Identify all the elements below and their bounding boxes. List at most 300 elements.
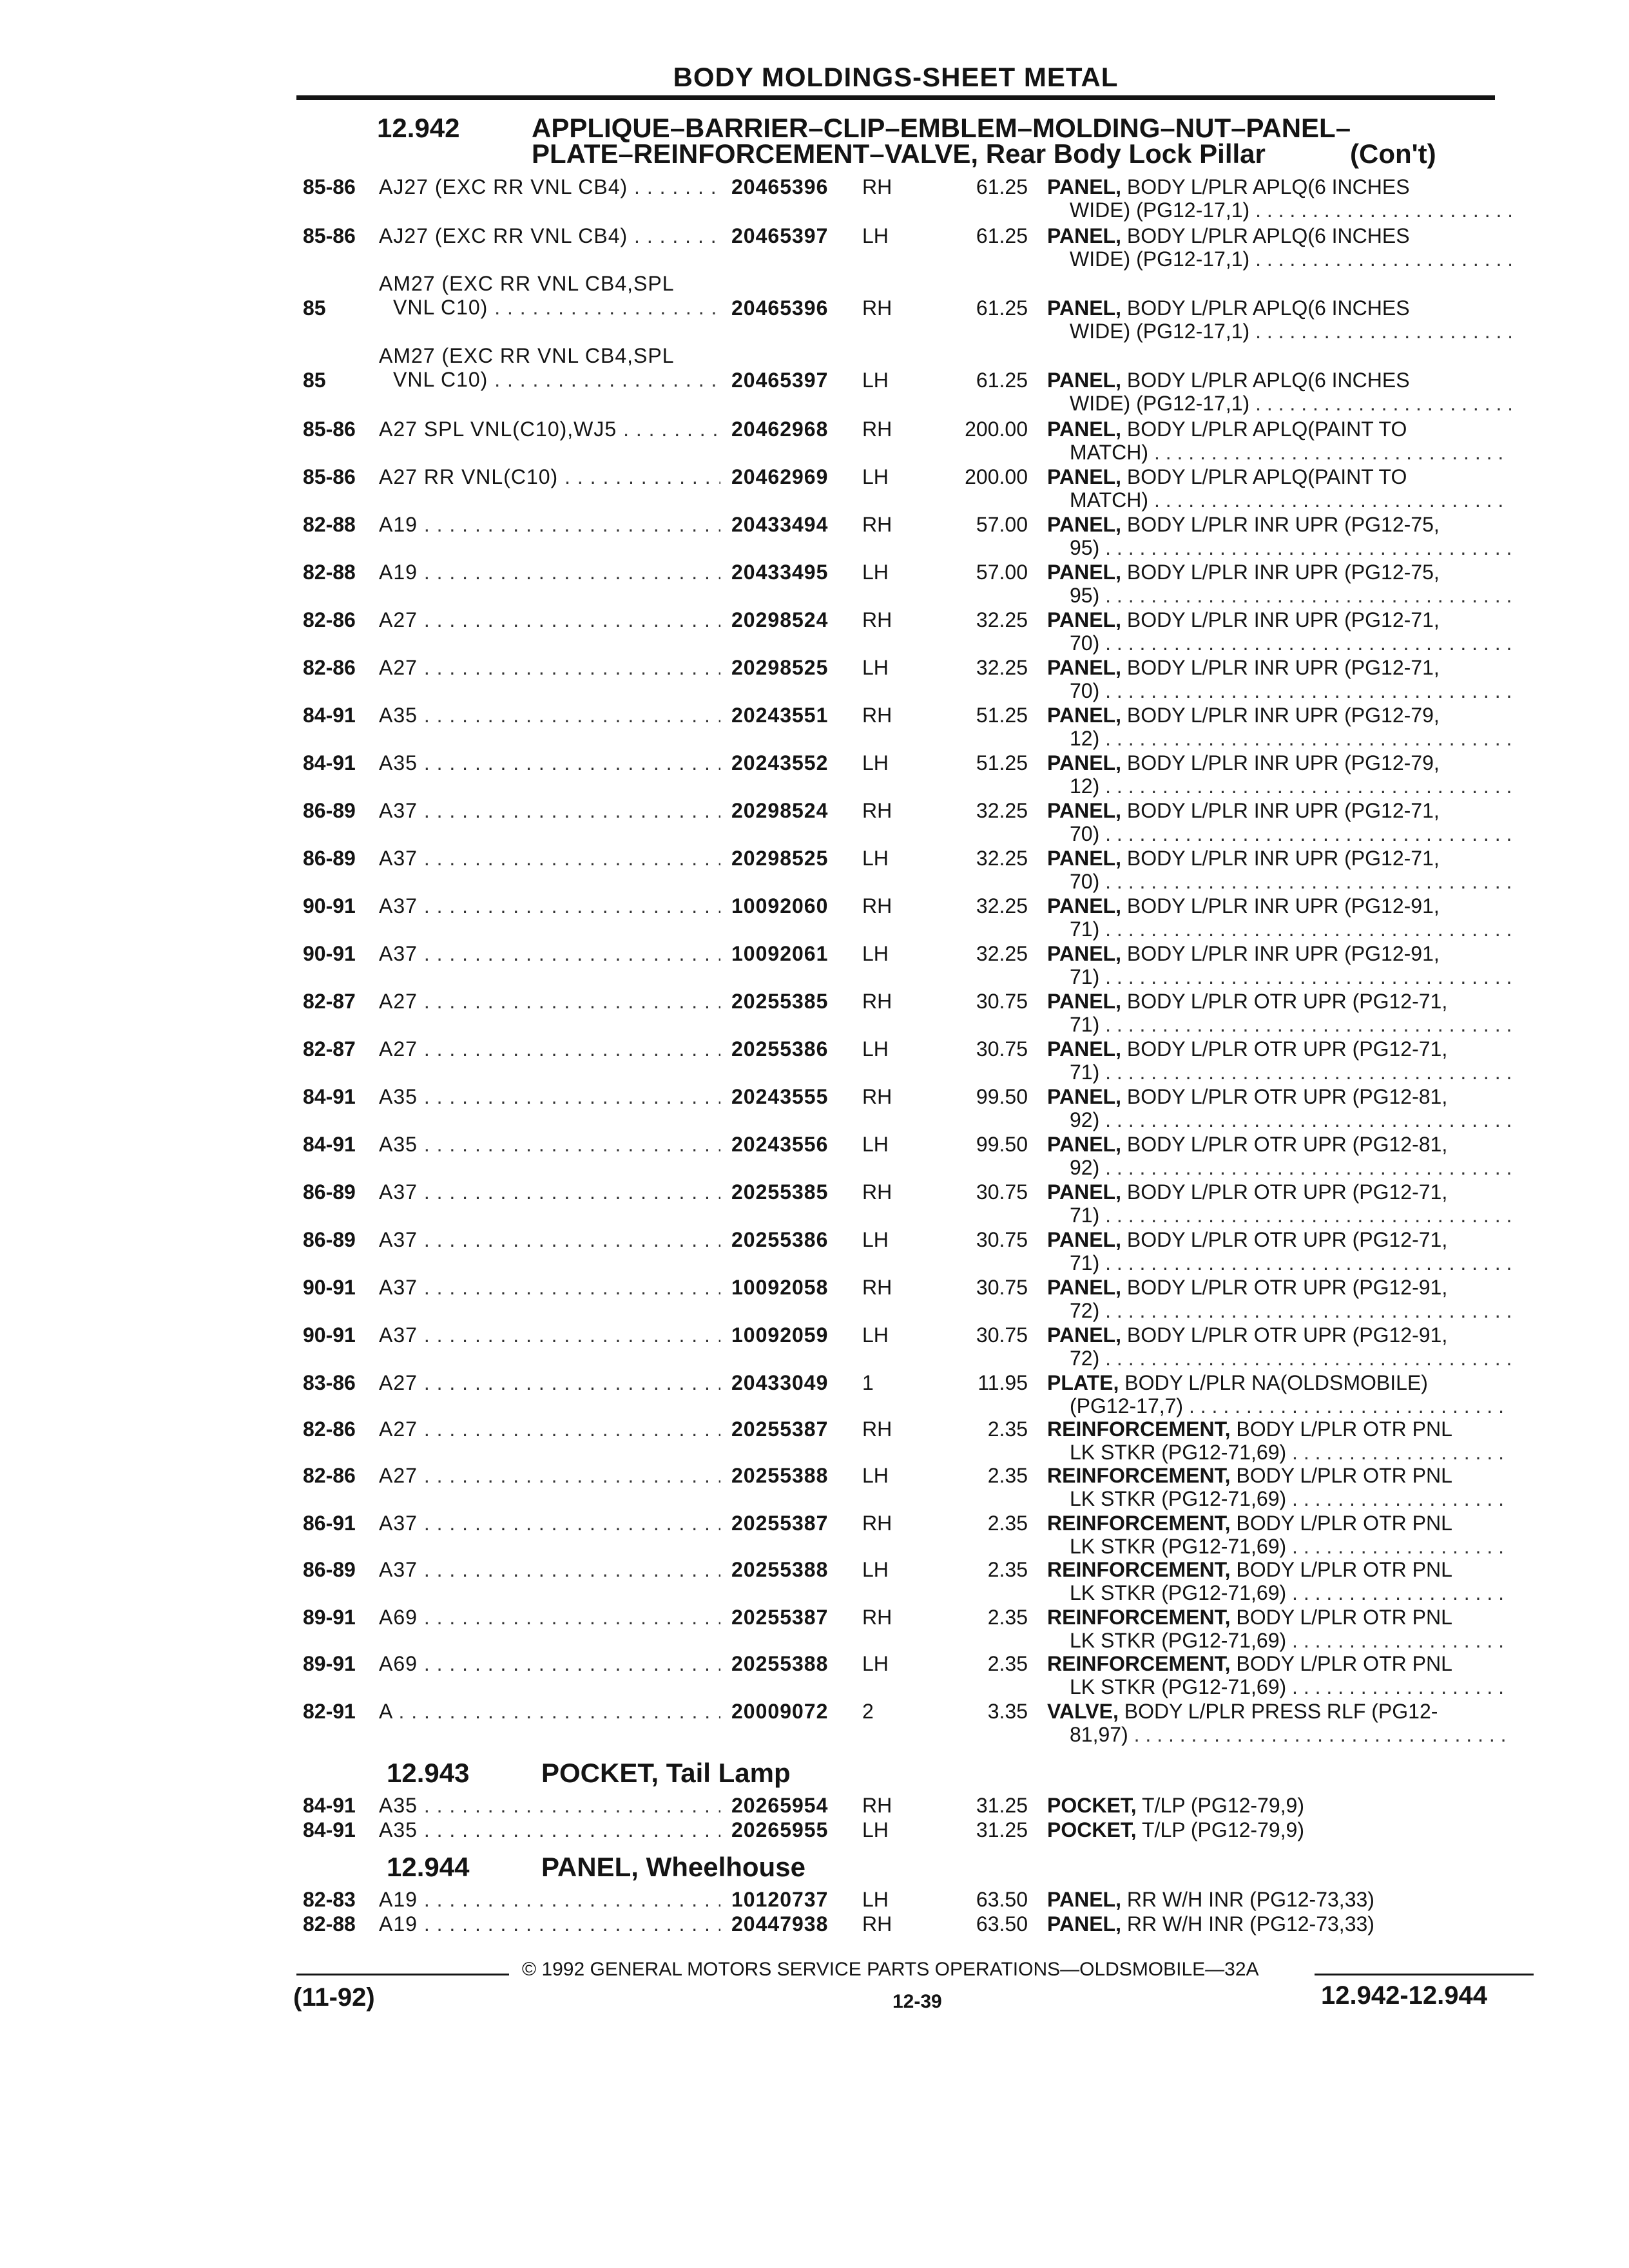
description-line2	[1047, 1204, 1511, 1227]
description-line1: PANEL, BODY L/PLR INR UPR (PG12-71,	[1047, 656, 1440, 679]
parts-row	[0, 1652, 1629, 1698]
description-line1: REINFORCEMENT, BODY L/PLR OTR PNL	[1047, 1606, 1452, 1629]
description-line2-text: 71)	[1070, 1013, 1100, 1036]
side-or-qty: RH	[862, 1912, 892, 1936]
side-or-qty: RH	[862, 990, 892, 1013]
model-code-line1: AM27 (EXC RR VNL CB4,SPL	[379, 344, 675, 367]
model-code	[379, 608, 720, 632]
part-description	[1047, 513, 1511, 559]
description-line2	[1047, 1581, 1511, 1604]
description-line2-text: MATCH)	[1070, 488, 1149, 512]
part-description	[1047, 990, 1511, 1036]
side-or-qty: LH	[862, 1464, 889, 1487]
part-number: 20243556	[731, 1133, 829, 1156]
model-year: 84-91	[303, 1818, 356, 1841]
model-code-text: A27	[379, 608, 418, 631]
part-number: 20255387	[731, 1418, 829, 1441]
description-line2	[1047, 774, 1511, 798]
page-header: BODY MOLDINGS-SHEET METAL	[673, 62, 1119, 92]
price: 32.25	[976, 656, 1028, 679]
part-description	[1047, 1512, 1511, 1558]
parts-row	[0, 656, 1629, 702]
model-code	[379, 1606, 720, 1629]
price: 99.50	[976, 1133, 1028, 1156]
part-description	[1047, 1606, 1511, 1652]
model-code-text: A37	[379, 1323, 418, 1347]
part-number: 20255388	[731, 1464, 829, 1487]
model-year: 84-91	[303, 1085, 356, 1108]
description-line2-text: LK STKR (PG12-71,69)	[1070, 1535, 1287, 1558]
footer-rule	[296, 1974, 509, 1975]
model-code-text: A35	[379, 1085, 418, 1108]
part-number: 20298525	[731, 656, 829, 679]
part-description	[1047, 369, 1511, 415]
model-code	[379, 704, 720, 727]
model-code-text: A37	[379, 1558, 418, 1581]
model-code-text: A27 RR VNL(C10)	[379, 465, 559, 488]
model-year: 82-88	[303, 513, 356, 536]
price: 31.25	[976, 1818, 1028, 1841]
description-line1: PANEL, BODY L/PLR INR UPR (PG12-71,	[1047, 847, 1440, 870]
part-number: 20265954	[731, 1794, 829, 1817]
side-or-qty: RH	[862, 418, 892, 441]
model-code	[379, 1085, 720, 1109]
model-year: 86-91	[303, 1512, 356, 1535]
model-code	[379, 175, 720, 199]
side-or-qty: RH	[862, 1512, 892, 1535]
description-line2-text: 72)	[1070, 1299, 1100, 1322]
part-number: 20462968	[731, 418, 829, 441]
part-description	[1047, 704, 1511, 750]
side-or-qty: LH	[862, 1558, 889, 1581]
description-line2	[1047, 1487, 1511, 1510]
model-code	[379, 1912, 720, 1936]
model-year: 86-89	[303, 799, 356, 822]
part-description	[1047, 1700, 1511, 1746]
part-description	[1047, 608, 1511, 655]
model-code-line2	[379, 368, 720, 392]
model-code	[379, 465, 720, 489]
model-year: 82-88	[303, 561, 356, 584]
description-line1: REINFORCEMENT, BODY L/PLR OTR PNL	[1047, 1652, 1452, 1675]
description-line1: PANEL, BODY L/PLR INR UPR (PG12-75,	[1047, 561, 1440, 584]
parts-row	[0, 990, 1629, 1036]
part-description	[1047, 1133, 1511, 1179]
part-description	[1047, 465, 1511, 512]
model-year: 82-91	[303, 1700, 356, 1723]
parts-row	[0, 1700, 1629, 1746]
price: 30.75	[976, 1037, 1028, 1061]
parts-row	[0, 1037, 1629, 1084]
description-line2	[1047, 822, 1511, 845]
description-line2	[1047, 631, 1511, 655]
part-description	[1047, 894, 1511, 941]
description-line2-text: 95)	[1070, 584, 1100, 607]
model-code-line2	[379, 296, 720, 320]
description-line2-text: 71)	[1070, 1061, 1100, 1084]
parts-row	[0, 561, 1629, 607]
description-line2	[1047, 1156, 1511, 1179]
price: 32.25	[976, 942, 1028, 965]
description-line1: PANEL, BODY L/PLR INR UPR (PG12-91,	[1047, 894, 1440, 918]
model-code-text: A37	[379, 1228, 418, 1251]
description-line2	[1047, 441, 1511, 464]
parts-row	[0, 942, 1629, 988]
model-code	[379, 1133, 720, 1157]
parts-row	[0, 1818, 1629, 1843]
section-number: 12.942	[377, 113, 460, 143]
model-code	[379, 799, 720, 823]
part-number: 20298525	[731, 847, 829, 870]
model-code	[379, 1037, 720, 1061]
description-line1: PANEL, BODY L/PLR APLQ(PAINT TO	[1047, 465, 1407, 488]
model-year: 85-86	[303, 465, 356, 488]
description-line1: PANEL, BODY L/PLR OTR UPR (PG12-81,	[1047, 1085, 1448, 1108]
model-code-text: A69	[379, 1652, 418, 1675]
description-line2-text: LK STKR (PG12-71,69)	[1070, 1581, 1287, 1604]
part-number: 20255385	[731, 990, 829, 1013]
price: 32.25	[976, 799, 1028, 822]
side-or-qty: 1	[862, 1371, 874, 1394]
part-description	[1047, 296, 1511, 343]
model-year: 82-87	[303, 990, 356, 1013]
parts-row	[0, 1371, 1629, 1418]
part-number: 10092061	[731, 942, 829, 965]
model-code	[379, 1323, 720, 1347]
price: 2.35	[987, 1558, 1028, 1581]
model-year: 86-89	[303, 1228, 356, 1251]
description-line2-text: 81,97)	[1070, 1723, 1128, 1746]
parts-row	[0, 1912, 1629, 1937]
part-number: 20298524	[731, 799, 829, 822]
model-code-text: A37	[379, 894, 418, 918]
price: 63.50	[976, 1912, 1028, 1936]
model-code	[379, 1888, 720, 1912]
price: 2.35	[987, 1418, 1028, 1441]
price: 57.00	[976, 513, 1028, 536]
side-or-qty: RH	[862, 799, 892, 822]
price: 11.95	[978, 1371, 1028, 1394]
model-code	[379, 847, 720, 870]
part-number: 20465397	[731, 369, 829, 392]
description-line2-text: LK STKR (PG12-71,69)	[1070, 1487, 1287, 1510]
description-line2	[1047, 679, 1511, 702]
side-or-qty: RH	[862, 513, 892, 536]
description-line2	[1047, 1535, 1511, 1558]
page-number: 12-39	[892, 1991, 942, 2012]
description-line1: PANEL, BODY L/PLR APLQ(6 INCHES	[1047, 224, 1410, 247]
model-code	[379, 894, 720, 918]
part-number: 20465396	[731, 296, 829, 320]
model-code	[379, 513, 720, 537]
description-line2	[1047, 1108, 1511, 1131]
description-line2-text: LK STKR (PG12-71,69)	[1070, 1441, 1287, 1464]
side-or-qty: LH	[862, 465, 889, 488]
model-code-text: A37	[379, 1512, 418, 1535]
price: 30.75	[976, 1180, 1028, 1204]
model-code-text: A37	[379, 799, 418, 822]
side-or-qty: RH	[862, 296, 892, 320]
description-line1: PANEL, RR W/H INR (PG12-73,33)	[1047, 1888, 1374, 1911]
side-or-qty: LH	[862, 1818, 889, 1841]
model-code	[379, 990, 720, 1014]
part-number: 20255387	[731, 1606, 829, 1629]
parts-row	[0, 1180, 1629, 1227]
part-description	[1047, 1180, 1511, 1227]
description-line1: PANEL, BODY L/PLR APLQ(6 INCHES	[1047, 296, 1410, 320]
parts-row	[0, 1888, 1629, 1912]
model-code-text: A35	[379, 1818, 418, 1841]
price: 32.25	[976, 608, 1028, 631]
model-code	[379, 1652, 720, 1676]
model-year: 86-89	[303, 1558, 356, 1581]
description-line2-text: LK STKR (PG12-71,69)	[1070, 1629, 1287, 1652]
model-code	[379, 942, 720, 966]
part-description	[1047, 1794, 1511, 1817]
price: 31.25	[976, 1794, 1028, 1817]
description-line2-text: 95)	[1070, 536, 1100, 559]
part-description	[1047, 561, 1511, 607]
model-year: 85-86	[303, 418, 356, 441]
price: 61.25	[976, 296, 1028, 320]
description-line2-text: WIDE) (PG12-17,1)	[1070, 392, 1250, 415]
price: 30.75	[976, 990, 1028, 1013]
part-number: 20243555	[731, 1085, 829, 1108]
model-code	[379, 1418, 720, 1441]
model-code	[379, 561, 720, 584]
parts-row	[0, 175, 1629, 222]
model-code-text: A27	[379, 1037, 418, 1061]
model-year: 90-91	[303, 894, 356, 918]
side-or-qty: RH	[862, 1180, 892, 1204]
parts-row	[0, 1276, 1629, 1322]
description-line2	[1047, 965, 1511, 988]
description-line2	[1047, 392, 1511, 415]
part-description	[1047, 418, 1511, 464]
description-line2-text: 71)	[1070, 1204, 1100, 1227]
price: 200.00	[965, 418, 1028, 441]
description-line1: PANEL, BODY L/PLR INR UPR (PG12-71,	[1047, 608, 1440, 631]
part-number: 20465397	[731, 224, 829, 247]
description-line1: PANEL, BODY L/PLR INR UPR (PG12-91,	[1047, 942, 1440, 965]
price: 51.25	[976, 704, 1028, 727]
description-line1: PANEL, RR W/H INR (PG12-73,33)	[1047, 1912, 1374, 1936]
model-code	[379, 1464, 720, 1488]
model-year: 86-89	[303, 847, 356, 870]
part-description	[1047, 1323, 1511, 1370]
description-line1: PANEL, BODY L/PLR APLQ(6 INCHES	[1047, 175, 1410, 198]
model-code-text: A37	[379, 1276, 418, 1299]
parts-row	[0, 224, 1629, 271]
part-description	[1047, 1558, 1511, 1604]
model-code-text: A37	[379, 942, 418, 965]
section-title: PANEL, Wheelhouse	[541, 1852, 805, 1882]
description-line1: POCKET, T/LP (PG12-79,9)	[1047, 1818, 1304, 1841]
description-line1: PANEL, BODY L/PLR APLQ(6 INCHES	[1047, 369, 1410, 392]
model-code-text: AJ27 (EXC RR VNL CB4)	[379, 224, 628, 247]
section-number: 12.943	[387, 1758, 470, 1788]
part-description	[1047, 942, 1511, 988]
footer-section-range: 12.942-12.944	[1321, 1981, 1488, 2010]
model-code-text: A19	[379, 1912, 418, 1936]
description-line2-text: WIDE) (PG12-17,1)	[1070, 247, 1250, 271]
parts-row	[0, 513, 1629, 559]
header-rule	[296, 95, 1495, 100]
model-year: 85	[303, 296, 326, 320]
description-line2-text: 72)	[1070, 1347, 1100, 1370]
model-code-text: A69	[379, 1606, 418, 1629]
description-line1: REINFORCEMENT, BODY L/PLR OTR PNL	[1047, 1512, 1452, 1535]
section-title-line2: PLATE–REINFORCEMENT–VALVE, Rear Body Lock Pillar	[532, 139, 1266, 169]
part-description	[1047, 1652, 1511, 1698]
side-or-qty: LH	[862, 224, 889, 247]
part-description	[1047, 175, 1511, 222]
description-line2	[1047, 1061, 1511, 1084]
model-code	[379, 1794, 720, 1818]
model-year: 82-86	[303, 656, 356, 679]
description-line2	[1047, 1013, 1511, 1036]
model-year: 82-86	[303, 1464, 356, 1487]
part-number: 20009072	[731, 1700, 829, 1723]
parts-row	[0, 1464, 1629, 1510]
model-code	[379, 656, 720, 680]
parts-row	[0, 1323, 1629, 1370]
model-code	[379, 418, 720, 441]
description-line2	[1047, 198, 1511, 222]
price: 30.75	[976, 1323, 1028, 1347]
description-line2-text: LK STKR (PG12-71,69)	[1070, 1675, 1287, 1698]
side-or-qty: LH	[862, 369, 889, 392]
model-year: 84-91	[303, 704, 356, 727]
model-code-text: A35	[379, 751, 418, 774]
part-description	[1047, 1085, 1511, 1131]
part-number: 20255388	[731, 1652, 829, 1675]
parts-row	[0, 344, 1629, 415]
description-line2-text: 12)	[1070, 727, 1100, 750]
model-code	[379, 1371, 720, 1395]
description-line2	[1047, 488, 1511, 512]
description-line2-text: 92)	[1070, 1108, 1100, 1131]
part-number: 20255385	[731, 1180, 829, 1204]
parts-row	[0, 272, 1629, 343]
footer-copyright: © 1992 GENERAL MOTORS SERVICE PARTS OPERATIONS—OLDSMOBILE—32A	[522, 1959, 1259, 1980]
model-code	[379, 224, 720, 248]
side-or-qty: RH	[862, 175, 892, 198]
parts-row	[0, 751, 1629, 798]
parts-row	[0, 1418, 1629, 1464]
description-line1: VALVE, BODY L/PLR PRESS RLF (PG12-	[1047, 1700, 1438, 1723]
description-line2	[1047, 1347, 1511, 1370]
parts-row	[0, 1606, 1629, 1652]
part-description	[1047, 1418, 1511, 1464]
side-or-qty: LH	[862, 1133, 889, 1156]
model-code-text: A37	[379, 1180, 418, 1204]
parts-row	[0, 1512, 1629, 1558]
part-description	[1047, 799, 1511, 845]
model-code-text: A19	[379, 513, 418, 536]
side-or-qty: 2	[862, 1700, 874, 1723]
description-line2-text: 12)	[1070, 774, 1100, 798]
model-code	[379, 272, 720, 320]
part-number: 20243551	[731, 704, 829, 727]
part-description	[1047, 1912, 1511, 1936]
parts-row	[0, 1133, 1629, 1179]
description-line2-text: MATCH)	[1070, 441, 1149, 464]
model-year: 84-91	[303, 751, 356, 774]
part-number: 20433494	[731, 513, 829, 536]
price: 2.35	[987, 1652, 1028, 1675]
model-code-text: A19	[379, 1888, 418, 1911]
parts-row	[0, 465, 1629, 512]
side-or-qty: LH	[862, 847, 889, 870]
part-number: 10092059	[731, 1323, 829, 1347]
side-or-qty: RH	[862, 1276, 892, 1299]
parts-row	[0, 608, 1629, 655]
side-or-qty: LH	[862, 656, 889, 679]
description-line1: PANEL, BODY L/PLR APLQ(PAINT TO	[1047, 418, 1407, 441]
model-year: 83-86	[303, 1371, 356, 1394]
model-code	[379, 1276, 720, 1300]
model-code-text: A	[379, 1700, 392, 1723]
description-line1: PANEL, BODY L/PLR INR UPR (PG12-79,	[1047, 751, 1440, 774]
price: 61.25	[976, 175, 1028, 198]
side-or-qty: RH	[862, 1606, 892, 1629]
model-code-text: AJ27 (EXC RR VNL CB4)	[379, 175, 628, 198]
part-number: 10092060	[731, 894, 829, 918]
part-description	[1047, 224, 1511, 271]
description-line1: REINFORCEMENT, BODY L/PLR OTR PNL	[1047, 1418, 1452, 1441]
model-code-text: A27	[379, 1464, 418, 1487]
parts-row	[0, 704, 1629, 750]
model-year: 84-91	[303, 1794, 356, 1817]
side-or-qty: RH	[862, 1794, 892, 1817]
price: 2.35	[987, 1464, 1028, 1487]
side-or-qty: RH	[862, 1418, 892, 1441]
part-description	[1047, 1228, 1511, 1274]
part-number: 20433049	[731, 1371, 829, 1394]
part-description	[1047, 1371, 1511, 1418]
part-number: 20462969	[731, 465, 829, 488]
model-code	[379, 1818, 720, 1842]
parts-row	[0, 799, 1629, 845]
model-year: 82-86	[303, 1418, 356, 1441]
part-description	[1047, 1276, 1511, 1322]
model-year: 86-89	[303, 1180, 356, 1204]
model-year: 89-91	[303, 1652, 356, 1675]
side-or-qty: RH	[862, 894, 892, 918]
model-code-text: A27 SPL VNL(C10),WJ5	[379, 418, 617, 441]
parts-row	[0, 1085, 1629, 1131]
side-or-qty: LH	[862, 1652, 889, 1675]
description-line1: PANEL, BODY L/PLR OTR UPR (PG12-71,	[1047, 1180, 1448, 1204]
part-number: 20243552	[731, 751, 829, 774]
price: 2.35	[987, 1512, 1028, 1535]
model-code-text: A19	[379, 561, 418, 584]
description-line1: PANEL, BODY L/PLR OTR UPR (PG12-71,	[1047, 1037, 1448, 1061]
section-continued: (Con't)	[1350, 139, 1436, 169]
description-line2-text: 70)	[1070, 631, 1100, 655]
description-line2-text: WIDE) (PG12-17,1)	[1070, 198, 1250, 222]
part-number: 20255386	[731, 1037, 829, 1061]
description-line2	[1047, 727, 1511, 750]
description-line1: REINFORCEMENT, BODY L/PLR OTR PNL	[1047, 1464, 1452, 1487]
section-number: 12.944	[387, 1852, 470, 1882]
price: 2.35	[987, 1606, 1028, 1629]
side-or-qty: LH	[862, 1888, 889, 1911]
part-description	[1047, 1818, 1511, 1841]
footer-rule	[1315, 1974, 1534, 1975]
model-year: 82-86	[303, 608, 356, 631]
